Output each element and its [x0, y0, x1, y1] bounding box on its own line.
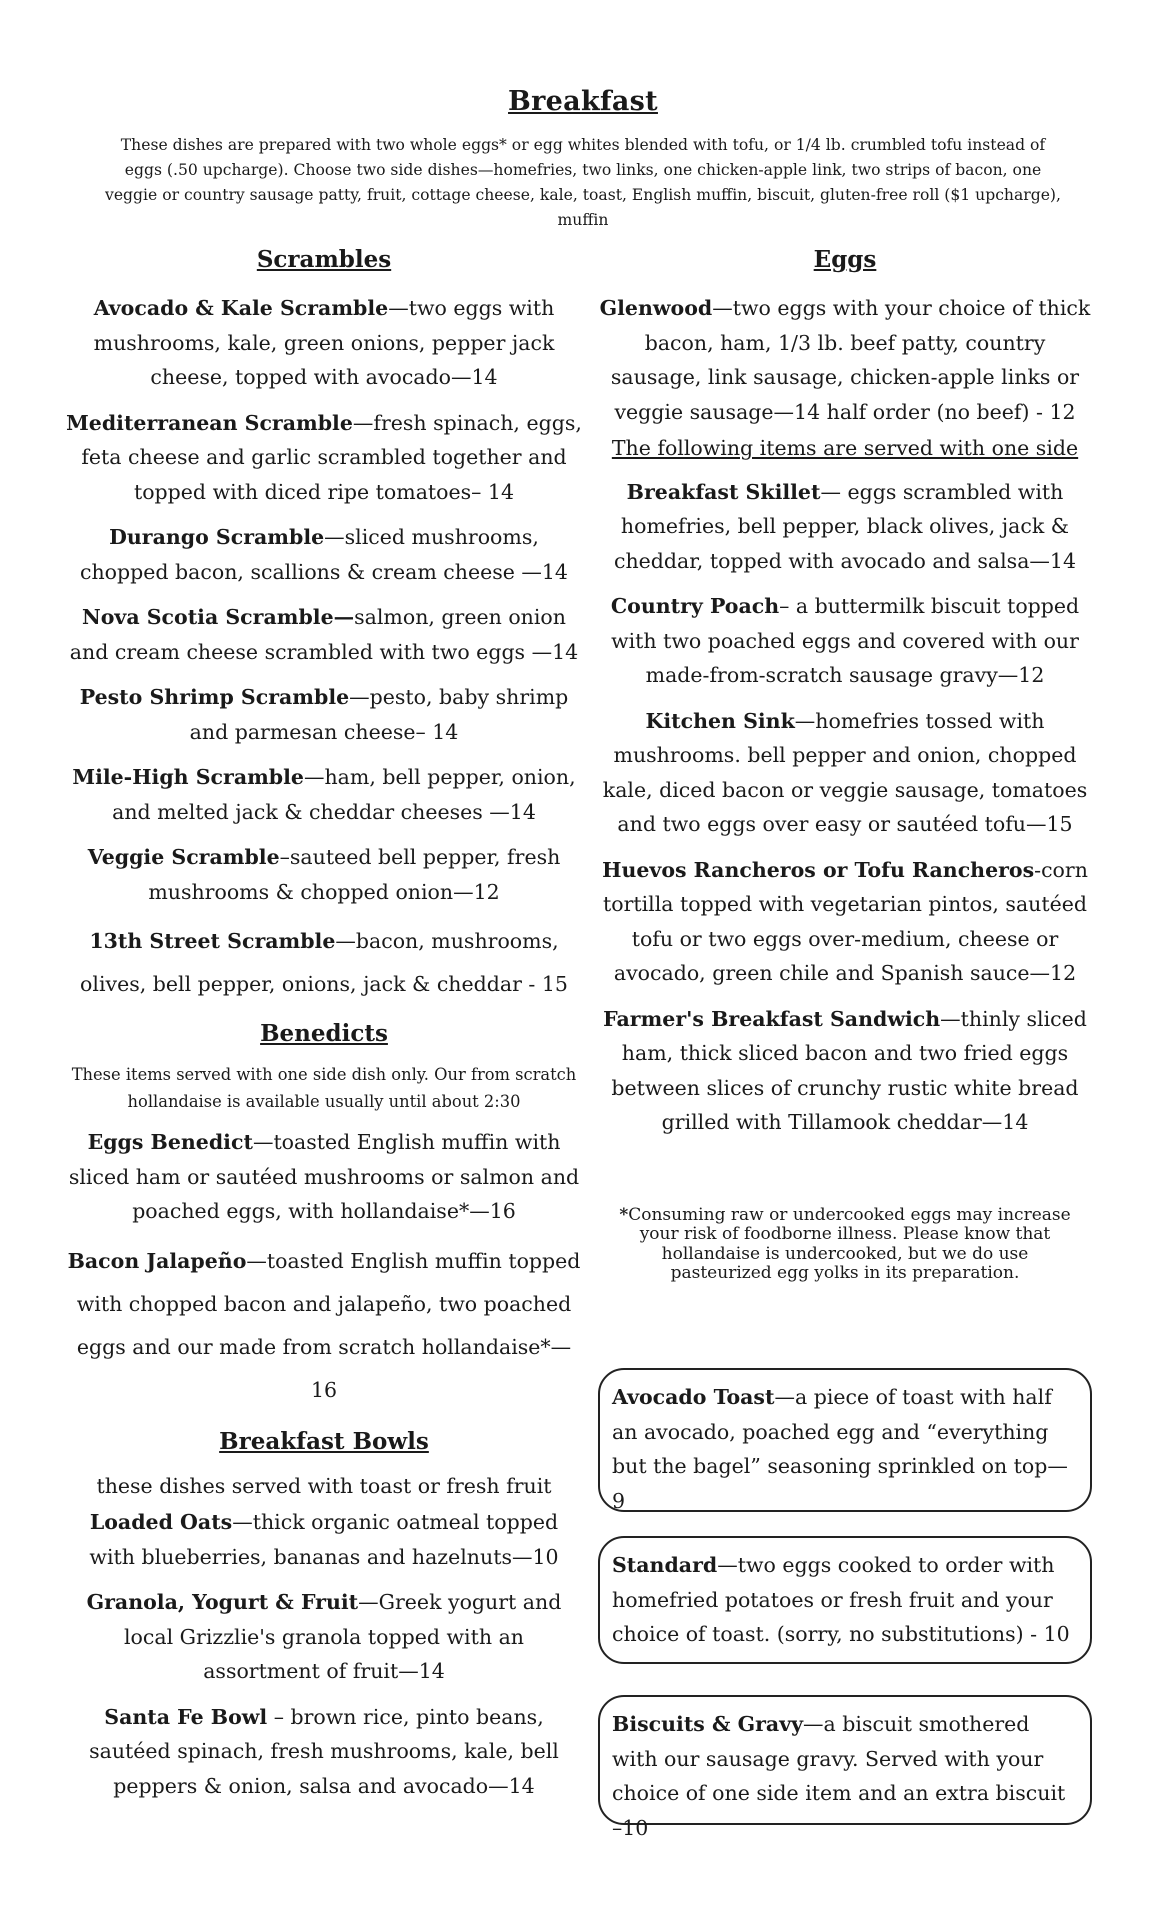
item-desc: —toasted English muffin with sliced ham or sautéed mushrooms or salmon and poached eggs, with hollandaise*—16 [68, 1130, 580, 1223]
item-name: Avocado Toast [612, 1385, 775, 1409]
menu-item-huevos-rancheros [598, 853, 1092, 991]
menu-item-country-poach [598, 589, 1092, 693]
item-name: Avocado & Kale Scramble [93, 296, 389, 320]
item-name: Country Poach [610, 594, 780, 618]
bowls-note: these dishes served with toast or fresh fruit [96, 1473, 552, 1498]
item-name: Glenwood [599, 296, 713, 320]
item-desc: —sliced mushrooms, chopped bacon, scallions & cream cheese —14 [80, 525, 568, 584]
item-name: Veggie Scramble [87, 845, 280, 869]
item-desc: —ham, bell pepper, onion, and melted jack & cheddar cheeses —14 [112, 765, 576, 824]
special-box-standard [598, 1536, 1092, 1664]
item-desc: – brown rice, pinto beans, sautéed spinach, fresh mushrooms, kale, bell peppers & onion, salsa and avocado—14 [89, 1704, 559, 1798]
item-desc: —a piece of toast with half an avocado, poached egg and “everything but the bagel” seasoning sprinkled on top—9 [612, 1385, 1068, 1513]
item-desc: — eggs scrambled with homefries, bell pepper, black olives, jack & cheddar, topped with avocado and salsa—14 [613, 479, 1077, 573]
menu-item-bacon-jalapeno [64, 1240, 584, 1412]
item-desc: —two eggs with your choice of thick bacon, ham, 1/3 lb. beef patty, country sausage, link sausage, chicken-apple links or veggie sausage—14 half order (no beef) - 12 [610, 296, 1091, 424]
item-name: Farmer's Breakfast Sandwich [603, 1006, 941, 1031]
item-name: Mile-High Scramble [72, 765, 304, 789]
menu-item-pesto-shrimp-scramble [64, 680, 584, 749]
menu-item-mediterranean-scramble [64, 406, 584, 510]
special-box-avocado-toast [598, 1368, 1092, 1512]
item-name: Biscuits & Gravy [612, 1712, 804, 1736]
item-desc: -corn tortilla topped with vegetarian pintos, sautéed tofu or two eggs over-medium, cheese or avocado, green chile and Spanish sauce—12 [603, 857, 1088, 985]
item-desc: salmon, green onion and cream cheese scrambled with two eggs —14 [69, 605, 579, 664]
served-note: The following items are served with one side [611, 436, 1079, 460]
item-name: Kitchen Sink [645, 708, 795, 733]
item-desc: —two eggs with mushrooms, kale, green onions, pepper jack cheese, topped with avocado—14 [93, 296, 555, 389]
warning-text: Consuming raw or undercooked eggs may increase your risk of foodborne illness. Please know that hollandaise is undercooked, but we do use pasteurized egg yolks in its preparation. [628, 1204, 1071, 1283]
left-column [64, 246, 584, 1814]
bowls-title: Breakfast Bowls [219, 1427, 429, 1455]
item-name: Nova Scotia Scramble— [82, 605, 355, 629]
menu-item-durango-scramble [64, 520, 584, 589]
item-name: Mediterranean Scramble [66, 410, 353, 435]
item-desc: —fresh spinach, eggs, feta cheese and garlic scrambled together and topped with diced ripe tomatoes– 14 [81, 410, 582, 504]
item-desc: —toasted English muffin topped with chopped bacon and jalapeño, two poached eggs and our made from scratch hollandaise*—16 [76, 1248, 581, 1402]
menu-item-eggs-benedict [64, 1125, 584, 1229]
item-name: Bacon Jalapeño [67, 1248, 247, 1273]
menu-item-13th-street-scramble [64, 920, 584, 1006]
right-column [598, 246, 1092, 1284]
menu-item-granola-yogurt-fruit [64, 1585, 584, 1689]
menu-item-farmers-breakfast-sandwich [598, 1002, 1092, 1140]
intro-text: These dishes are prepared with two whole eggs* or egg whites blended with tofu, or 1/4 lb. crumbled tofu instead of eggs (.50 upcharge). Choose two side dishes—homefries, two links, one chicken-apple link, two strips of bacon, one veggie or country sausage patty, fruit, cottage cheese, kale, toast, English muffin, biscuit, gluten-free roll ($1 upcharge), muffin [105, 136, 1061, 229]
page-title: Breakfast [508, 86, 658, 117]
menu-item-kitchen-sink [598, 704, 1092, 842]
item-name: Loaded Oats [89, 1510, 233, 1534]
scrambles-title: Scrambles [256, 246, 392, 273]
item-name: 13th Street Scramble [89, 929, 336, 953]
eggs-title: Eggs [813, 246, 877, 273]
menu-item-breakfast-skillet [598, 475, 1092, 579]
item-name: Huevos Rancheros or Tofu Rancheros [602, 857, 1035, 882]
warning-asterisk: * [619, 1204, 629, 1225]
item-desc: – a buttermilk biscuit topped with two poached eggs and covered with our made-from-scratch sausage gravy—12 [611, 594, 1080, 687]
food-safety-warning [616, 1206, 1074, 1284]
item-desc: —bacon, mushrooms, olives, bell pepper, onions, jack & cheddar - 15 [80, 929, 568, 996]
benedicts-note: These items served with one side dish only. Our from scratch hollandaise is available usually until about 2:30 [71, 1065, 577, 1111]
item-desc: —two eggs cooked to order with homefried potatoes or fresh fruit and your choice of toast. (sorry, no substitutions) - 10 [612, 1553, 1070, 1646]
item-name: Eggs Benedict [87, 1130, 253, 1154]
item-name: Standard [612, 1553, 718, 1577]
menu-item-mile-high-scramble [64, 760, 584, 829]
menu-item-loaded-oats [64, 1505, 584, 1574]
item-desc: —a biscuit smothered with our sausage gravy. Served with your choice of one side item and an extra biscuit –10 [612, 1712, 1066, 1840]
item-desc: —pesto, baby shrimp and parmesan cheese– 14 [189, 685, 569, 744]
benedicts-title: Benedicts [260, 1020, 388, 1047]
item-name: Durango Scramble [109, 525, 325, 549]
menu-item-veggie-scramble [64, 840, 584, 909]
menu-item-nova-scotia-scramble [64, 600, 584, 669]
item-name: Breakfast Skillet [626, 479, 821, 504]
item-desc: —thick organic oatmeal topped with blueberries, bananas and hazelnuts—10 [89, 1510, 559, 1569]
menu-item-avocado-kale-scramble [64, 291, 584, 395]
item-name: Granola, Yogurt & Fruit [86, 1590, 359, 1614]
menu-item-glenwood [598, 291, 1092, 429]
menu-item-santa-fe-bowl [64, 1700, 584, 1804]
item-desc: –sauteed bell pepper, fresh mushrooms & chopped onion—12 [148, 845, 561, 904]
item-name: Pesto Shrimp Scramble [79, 685, 350, 709]
item-name: Santa Fe Bowl [104, 1704, 268, 1729]
item-desc: —Greek yogurt and local Grizzlie's granola topped with an assortment of fruit—14 [124, 1590, 562, 1683]
special-box-biscuits-gravy [598, 1695, 1092, 1840]
item-desc: —homefries tossed with mushrooms. bell pepper and onion, chopped kale, diced bacon or veggie sausage, tomatoes and two eggs over easy or sautéed tofu—15 [602, 708, 1088, 836]
item-desc: —thinly sliced ham, thick sliced bacon and two fried eggs between slices of crunchy rustic white bread grilled with Tillamook cheddar—14 [611, 1006, 1087, 1134]
